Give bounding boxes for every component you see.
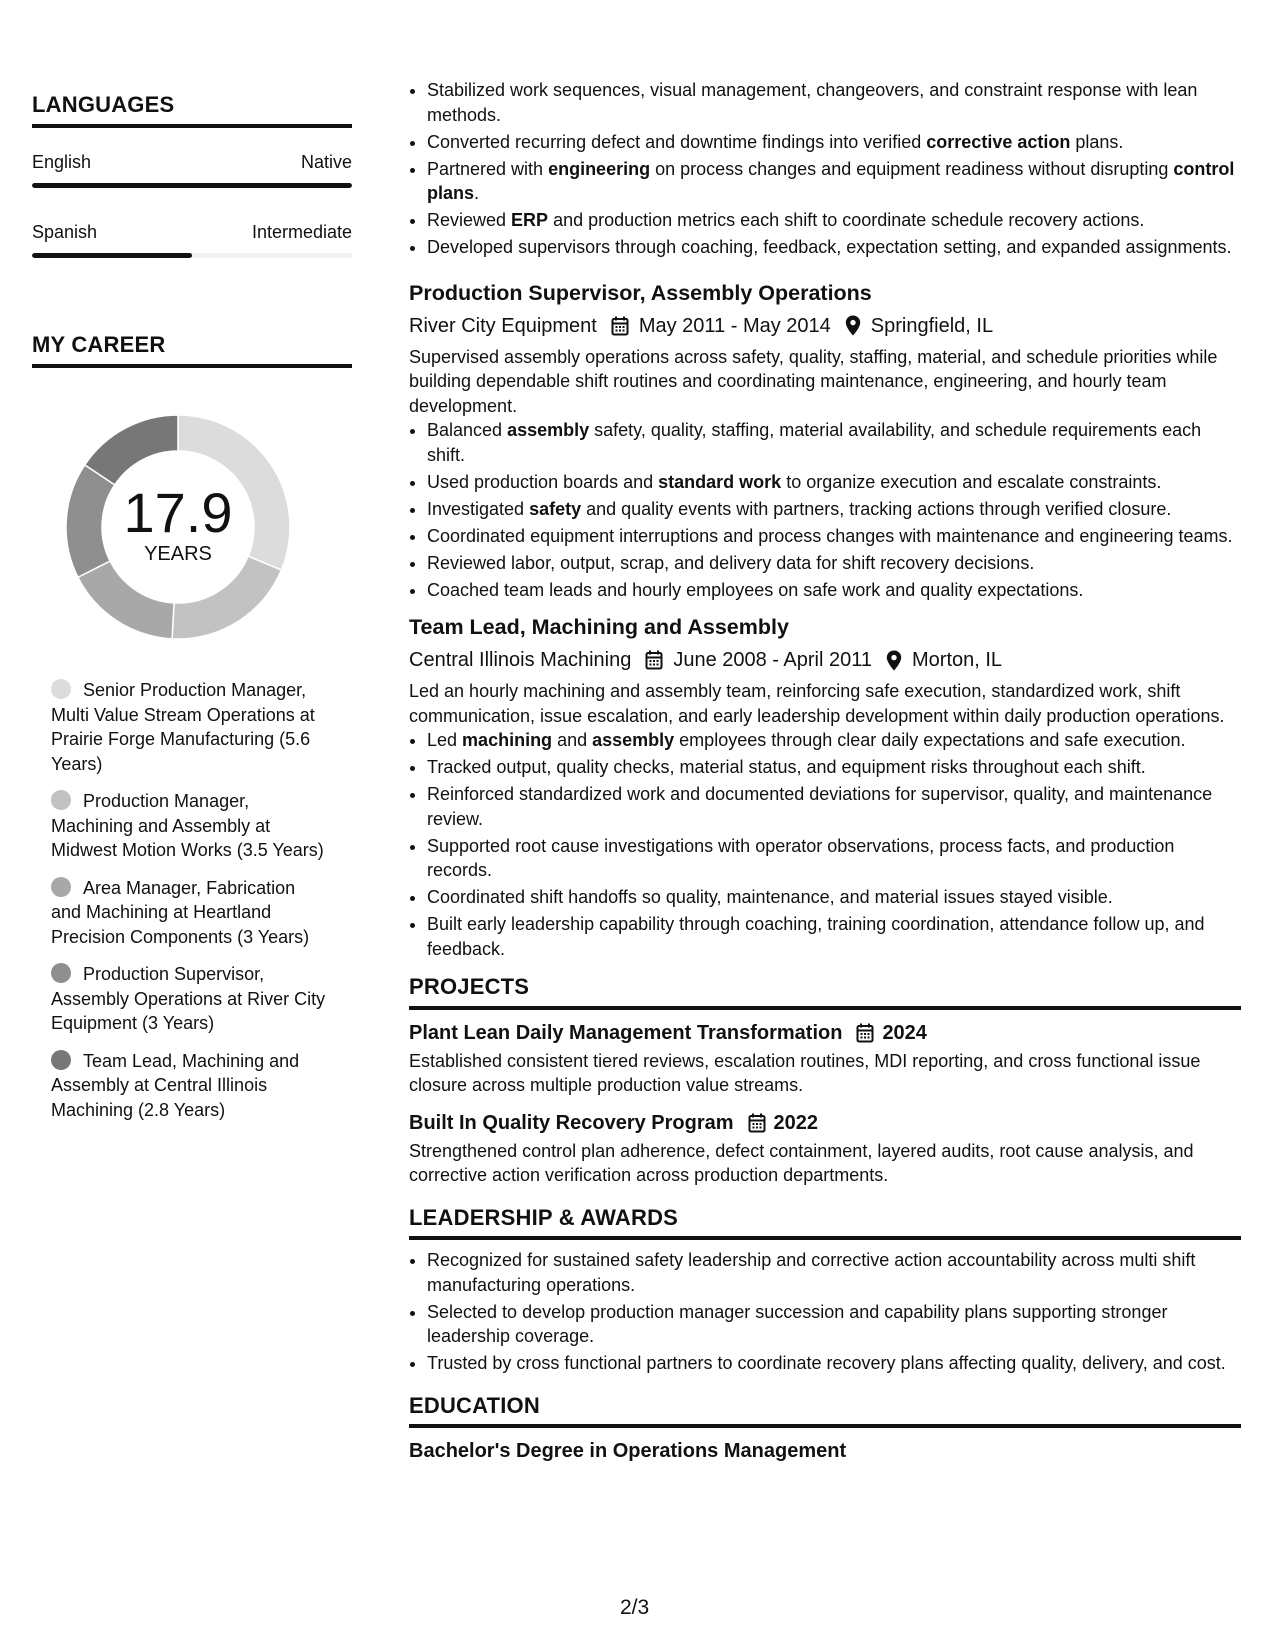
language-proficiency-fill [32,183,352,188]
job-location: Springfield, IL [870,314,994,337]
legend-dot [51,877,71,897]
job-meta [409,311,1241,341]
bullet-item: • Stabilized work sequences, visual management, changeovers, and constraint response with lean methods. [427,78,1241,127]
job-entry [409,612,1241,961]
award-item: • Selected to develop production manager succession and capability plans supporting stronger leadership coverage. [427,1300,1241,1349]
bullet-item: • Coordinated shift handoffs so quality, maintenance, and material issues stayed visible. [427,885,1241,910]
career-legend-item [51,789,326,863]
career-role-label: Production Manager, Machining and Assembly at Midwest Motion Works (3.5 Years) [51,791,324,860]
bullet-item: • Reinforced standardized work and documented deviations for supervisor, quality, and maintenance review. [427,782,1241,831]
job-meta [409,645,1241,675]
calendar-icon [611,316,629,336]
main-content [409,78,1241,1466]
language-item [32,222,352,258]
job-summary: Supervised assembly operations across safety, quality, staffing, material, and schedule priorities while building dependable shift routines and coordinating maintenance, engineering, and hourly team development. [409,346,1218,416]
legend-dot [51,790,71,810]
awards-list [409,1248,1241,1376]
job-company: Central Illinois Machining [409,649,632,671]
career-role-label: Production Supervisor, Assembly Operations at River City Equipment (3 Years) [51,964,326,1033]
language-item [32,152,352,188]
bullet-item: • Developed supervisors through coaching, feedback, expectation setting, and expanded assignments. [427,235,1241,260]
project-header [409,1018,1241,1048]
career-section [32,332,352,368]
project-description: Established consistent tiered reviews, escalation routines, MDI reporting, and cross functional issue closure across multiple production value streams. [409,1050,1201,1095]
language-proficiency-bar [32,183,352,188]
career-total-unit: YEARS [144,543,212,565]
bullet-item: • Coordinated equipment interruptions and process changes with maintenance and engineering teams. [427,524,1241,549]
bullet-item: • Supported root cause investigations with operator observations, process facts, and production records. [427,834,1241,883]
career-legend-item [51,962,326,1036]
bullet-item: • Reviewed ERP and production metrics each shift to coordinate schedule recovery actions. [427,208,1241,233]
job-title: Production Supervisor, Assembly Operations [409,280,872,305]
bullet-item: • Led machining and assembly employees through clear daily expectations and safe execution. [427,728,1241,753]
calendar-icon [645,650,663,670]
project-name: Plant Lean Daily Management Transformation [409,1021,843,1044]
career-role-label: Senior Production Manager, Multi Value Stream Operations at Prairie Forge Manufacturing (5.6 Years) [51,680,315,774]
education-title: EDUCATION [409,1394,1241,1429]
career-legend [51,678,326,1135]
job-entry [409,278,1241,603]
bullet-item: • Coached team leads and hourly employees on safe work and quality expectations. [427,578,1241,603]
calendar-icon [856,1023,874,1043]
career-role-label: Area Manager, Fabrication and Machining at Heartland Precision Components (3 Years) [51,877,310,947]
awards-section [409,1206,1241,1376]
education-section [409,1394,1241,1467]
project-header [409,1108,1241,1138]
job-bullets [409,728,1241,961]
awards-title: LEADERSHIP & AWARDS [409,1206,1241,1241]
job-dates: June 2008 - April 2011 [673,649,872,671]
map-pin-icon [845,315,861,336]
career-total [66,415,290,639]
projects-section [409,975,1241,1188]
career-legend-item [51,1049,326,1123]
bullet-item: • Balanced assembly safety, quality, staffing, material availability, and schedule requirements each shift. [427,418,1241,467]
language-level: Intermediate [251,222,352,242]
bullet-item: • Converted recurring defect and downtime findings into verified corrective action plans. [427,130,1241,155]
languages-section [32,92,352,258]
job-location: Morton, IL [912,649,1003,671]
previous-job-bullets [409,78,1241,260]
language-level: Native [300,152,352,172]
job-title: Team Lead, Machining and Assembly [409,615,789,639]
calendar-icon [748,1113,766,1133]
project-entry [409,1108,1241,1188]
bullet-item: • Tracked output, quality checks, material status, and equipment risks throughout each shift. [427,755,1241,780]
bullet-item: • Built early leadership capability through coaching, training coordination, attendance follow up, and feedback. [427,912,1241,961]
career-legend-item [51,678,326,776]
language-proficiency-bar [32,253,352,258]
bullet-item: • Used production boards and standard work to organize execution and escalate constraints. [427,470,1241,495]
languages-title: LANGUAGES [32,92,352,128]
language-name: English [32,152,92,172]
language-name: Spanish [32,222,98,242]
award-item: • Trusted by cross functional partners to coordinate recovery plans affecting quality, delivery, and cost. [427,1351,1241,1376]
map-pin-icon [886,650,902,671]
job-company: River City Equipment [409,314,597,337]
job-bullets [409,418,1241,602]
project-description: Strengthened control plan adherence, defect containment, layered audits, root cause analysis, and corrective action verification across production departments. [409,1140,1194,1185]
legend-dot [51,679,71,699]
career-donut-chart [66,415,290,639]
project-year: 2024 [882,1021,927,1044]
bullet-item: • Reviewed labor, output, scrap, and delivery data for shift recovery decisions. [427,551,1241,576]
career-legend-item [51,876,326,950]
legend-dot [51,963,71,983]
bullet-item: • Partnered with engineering on process changes and equipment readiness without disrupting control plans. [427,157,1241,206]
job-dates: May 2011 - May 2014 [638,314,831,337]
career-title: MY CAREER [32,332,352,368]
project-name: Built In Quality Recovery Program [409,1111,734,1134]
project-entry [409,1018,1241,1098]
career-role-label: Team Lead, Machining and Assembly at Central Illinois Machining (2.8 Years) [51,1050,300,1120]
projects-title: PROJECTS [409,975,1241,1010]
language-proficiency-fill [32,253,192,258]
project-year: 2022 [773,1111,819,1134]
award-item: • Recognized for sustained safety leadership and corrective action accountability across multi shift manufacturing operations. [427,1248,1241,1297]
bullet-item: • Investigated safety and quality events with partners, tracking actions through verified closure. [427,497,1241,522]
career-total-years: 17.9 [123,481,233,544]
legend-dot [51,1050,71,1070]
page-number: 2/3 [620,1596,650,1619]
education-degree: Bachelor's Degree in Operations Management [409,1440,847,1462]
job-summary: Led an hourly machining and assembly team, reinforcing safe execution, standardized work, shift communication, issue escalation, and early leadership development within daily production operations. [409,681,1225,726]
